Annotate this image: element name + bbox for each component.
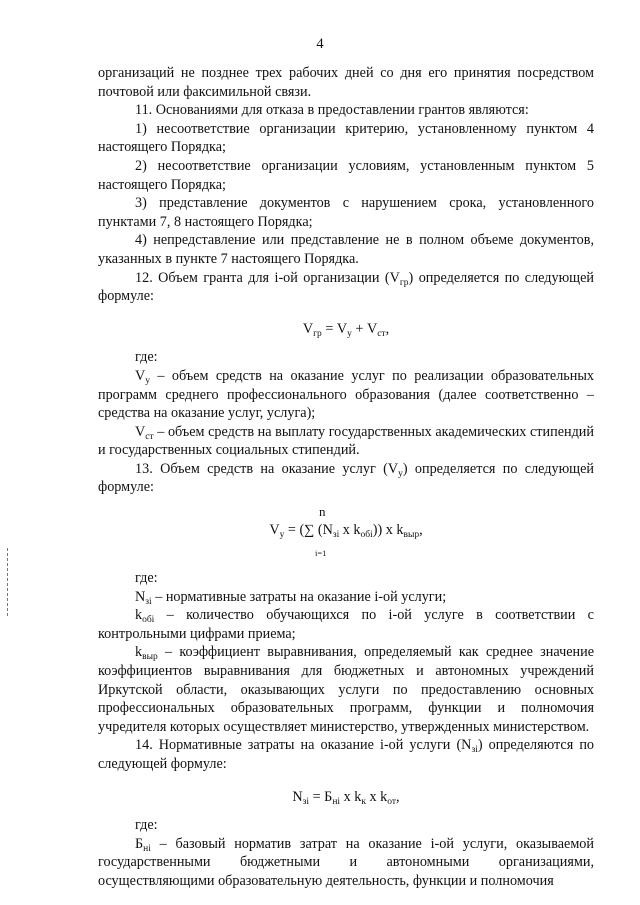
formula-services-volume [98, 497, 594, 559]
paragraph-13: 13. Объем средств на оказание услуг $(V_у)$ определяется по следующей формуле: [98, 460, 594, 496]
definition-vy: $V_у$ – объем средств на оказание услуг по реализации образовательных программ среднего профессионального образования (далее соответственно – средства на оказание услуг, услуга); [98, 367, 594, 422]
formula-normative-costs: $N_{зi} = Б_{нi}$ x $k_к$ x $k_{от}$, [292, 788, 400, 807]
where-label-3: где: [135, 817, 158, 834]
paragraph-11-item-3: 3) представление документов с нарушением срока, установленного пунктами 7, 8 настоящего Порядка; [98, 195, 594, 230]
paragraph-11-item-4: 4) непредставление или представление не в полном объеме документов, указанных в пункте 7 настоящего Порядка. [98, 232, 594, 267]
where-label-1: где: [135, 349, 158, 366]
page-number: 4 [316, 36, 324, 52]
paragraph-11: 11. Основаниями для отказа в предоставлении грантов являются: [135, 102, 529, 119]
definition-kobi: $k_{обi}$ – количество обучающихся по i-ой услуге в соответствии с контрольными цифрами приема; [98, 607, 594, 642]
paragraph-14: 14. Нормативные затраты на оказание i-ой услуги $(N_{зi})$ определяются по следующей формуле: [98, 737, 595, 772]
definition-kvyr: $k_{выр}$ – коэффициент выравнивания, определяемый как среднее значение коэффициентов выравнивания для бюджетных и автономных учреждений Иркутской области, оказывающих услуги по предоставлению основных профессиональных образовательных программ, функции и полномочия учредителя которых осуществляет министерство, утвержденных министерством. [98, 644, 594, 735]
sum-expression: $V_у$ = (∑ ($N_{зi}$ x $k_{обi}$)) x $k_{выр}$, [269, 522, 423, 541]
definition-nzi: $N_{зi}$ – нормативные затраты на оказание i-ой услуги; [135, 588, 447, 607]
paragraph-12: 12. Объем гранта для i-ой организации $(V_{гр})$ определяется по следующей формуле: [98, 269, 594, 305]
paragraph-11-item-1: 1) несоответствие организации критерию, установленному пунктом 4 настоящего Порядка; [98, 120, 594, 156]
where-label-2: где: [135, 570, 158, 587]
sum-upper-limit: n [319, 504, 326, 520]
paragraph-continuation: организаций не позднее трех рабочих дней со дня его принятия посредством почтовой или факсимильной связи. [98, 65, 594, 100]
margin-scan-mark [7, 548, 9, 616]
sum-lower-limit: i=1 [315, 548, 327, 559]
document-body [98, 64, 594, 891]
definition-vst: $V_{ст}$ – объем средств на выплату государственных академических стипендий и государственных социальных стипендий. [98, 423, 594, 459]
formula-grant-volume: $V_{гр} = V_у + V_{ст}$, [302, 320, 390, 339]
definition-bni: $Б_{нi}$ – базовый норматив затрат на оказание i-ой услуги, оказываемой государственными бюджетными и автономными организациями, осуществляющими образовательную деятельность, функции и полномочия [98, 835, 594, 889]
paragraph-11-item-2: 2) несоответствие организации условиям, установленным пунктом 5 настоящего Порядка; [98, 157, 594, 193]
